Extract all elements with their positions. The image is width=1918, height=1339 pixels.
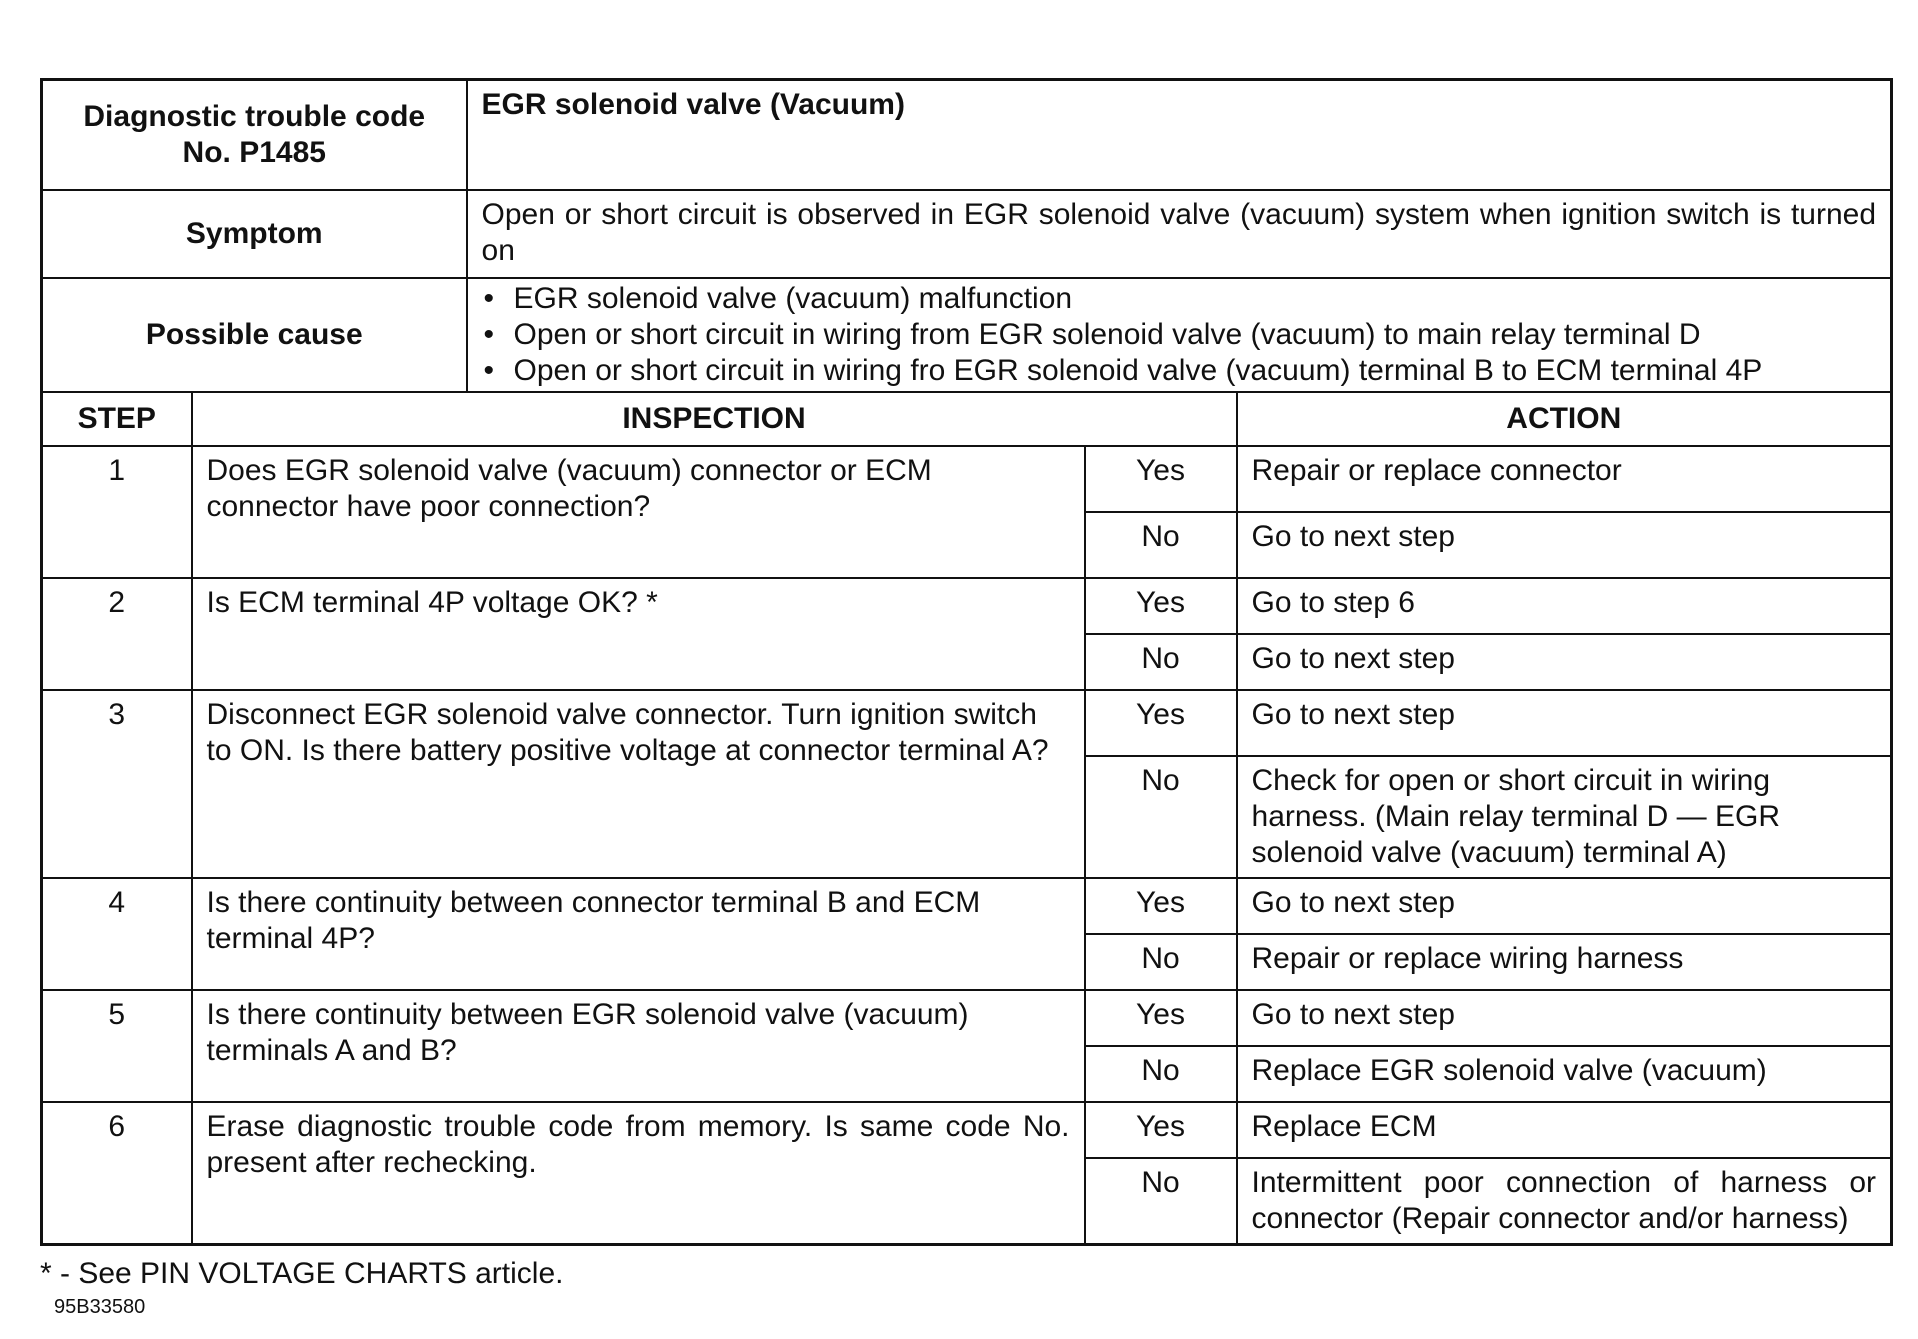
step-number: 3 [42, 690, 192, 878]
inspection-text: Does EGR solenoid valve (vacuum) connector or ECM connector have poor connection? [192, 446, 1085, 578]
no-label: No [1085, 634, 1237, 690]
page-title: EGR solenoid valve (Vacuum) [467, 80, 1892, 191]
figure-id: 95B33580 [54, 1296, 146, 1318]
table-row [42, 878, 1892, 934]
yes-label: Yes [1085, 578, 1237, 634]
bullet-icon: • [483, 354, 495, 387]
yes-label: Yes [1085, 690, 1237, 756]
no-action: Check for open or short circuit in wiring harness. (Main relay terminal D — EGR solenoid valve (vacuum) terminal A) [1237, 756, 1892, 878]
cause-row [42, 278, 1892, 392]
yes-label: Yes [1085, 878, 1237, 934]
no-label: No [1085, 512, 1237, 578]
code-label: Diagnostic trouble code No. P1485 [42, 80, 467, 191]
no-action: Go to next step [1237, 634, 1892, 690]
step-number: 2 [42, 578, 192, 690]
inspection-text: Is there continuity between connector terminal B and ECM terminal 4P? [192, 878, 1085, 990]
no-label: No [1085, 756, 1237, 878]
step-number: 1 [42, 446, 192, 578]
footnote: * - See PIN VOLTAGE CHARTS article. [40, 1257, 564, 1290]
yes-action: Go to next step [1237, 990, 1892, 1046]
yes-label: Yes [1085, 446, 1237, 512]
no-action: Intermittent poor connection of harness or connector (Repair connector and/or harness) [1237, 1158, 1892, 1245]
yes-action: Go to next step [1237, 878, 1892, 934]
no-action: Go to next step [1237, 512, 1892, 578]
no-label: No [1085, 1158, 1237, 1245]
step-number: 6 [42, 1102, 192, 1245]
inspection-text: Is ECM terminal 4P voltage OK? * [192, 578, 1085, 690]
inspection-text: Erase diagnostic trouble code from memory. Is same code No. present after rechecking. [192, 1102, 1085, 1245]
cause-label: Possible cause [42, 278, 467, 392]
symptom-text: Open or short circuit is observed in EGR solenoid valve (vacuum) system when ignition switch is turned on [467, 190, 1892, 278]
cause-list [482, 281, 1877, 389]
diagnostic-table [40, 78, 1893, 1246]
yes-action: Repair or replace connector [1237, 446, 1892, 512]
yes-action: Go to next step [1237, 690, 1892, 756]
no-label: No [1085, 934, 1237, 990]
bullet-icon: • [483, 318, 495, 351]
column-header-row [42, 392, 1892, 446]
column-header-action: ACTION [1237, 392, 1892, 446]
table-row [42, 578, 1892, 634]
bullet-icon: • [483, 282, 495, 315]
step-number: 4 [42, 878, 192, 990]
table-row [42, 446, 1892, 512]
no-action: Repair or replace wiring harness [1237, 934, 1892, 990]
inspection-text: Is there continuity between EGR solenoid valve (vacuum) terminals A and B? [192, 990, 1085, 1102]
symptom-label: Symptom [42, 190, 467, 278]
yes-action: Replace ECM [1237, 1102, 1892, 1158]
step-number: 5 [42, 990, 192, 1102]
no-label: No [1085, 1046, 1237, 1102]
inspection-text: Disconnect EGR solenoid valve connector. Turn ignition switch to ON. Is there battery positive voltage at connector terminal A? [192, 690, 1085, 878]
yes-label: Yes [1085, 1102, 1237, 1158]
code-row [42, 80, 1892, 191]
list-item: • Open or short circuit in wiring from EGR solenoid valve (vacuum) to main relay terminal D [483, 318, 1701, 351]
symptom-row [42, 190, 1892, 278]
column-header-step: STEP [42, 392, 192, 446]
list-item: • EGR solenoid valve (vacuum) malfunction [483, 282, 1073, 315]
table-row [42, 690, 1892, 756]
table-row [42, 990, 1892, 1046]
table-row [42, 1102, 1892, 1158]
column-header-inspection: INSPECTION [192, 392, 1237, 446]
diagnostic-sheet [40, 78, 1890, 1320]
cause-list-cell [467, 278, 1892, 392]
no-action: Replace EGR solenoid valve (vacuum) [1237, 1046, 1892, 1102]
yes-label: Yes [1085, 990, 1237, 1046]
list-item: • Open or short circuit in wiring fro EGR solenoid valve (vacuum) terminal B to ECM terminal 4P [483, 354, 1763, 387]
yes-action: Go to step 6 [1237, 578, 1892, 634]
